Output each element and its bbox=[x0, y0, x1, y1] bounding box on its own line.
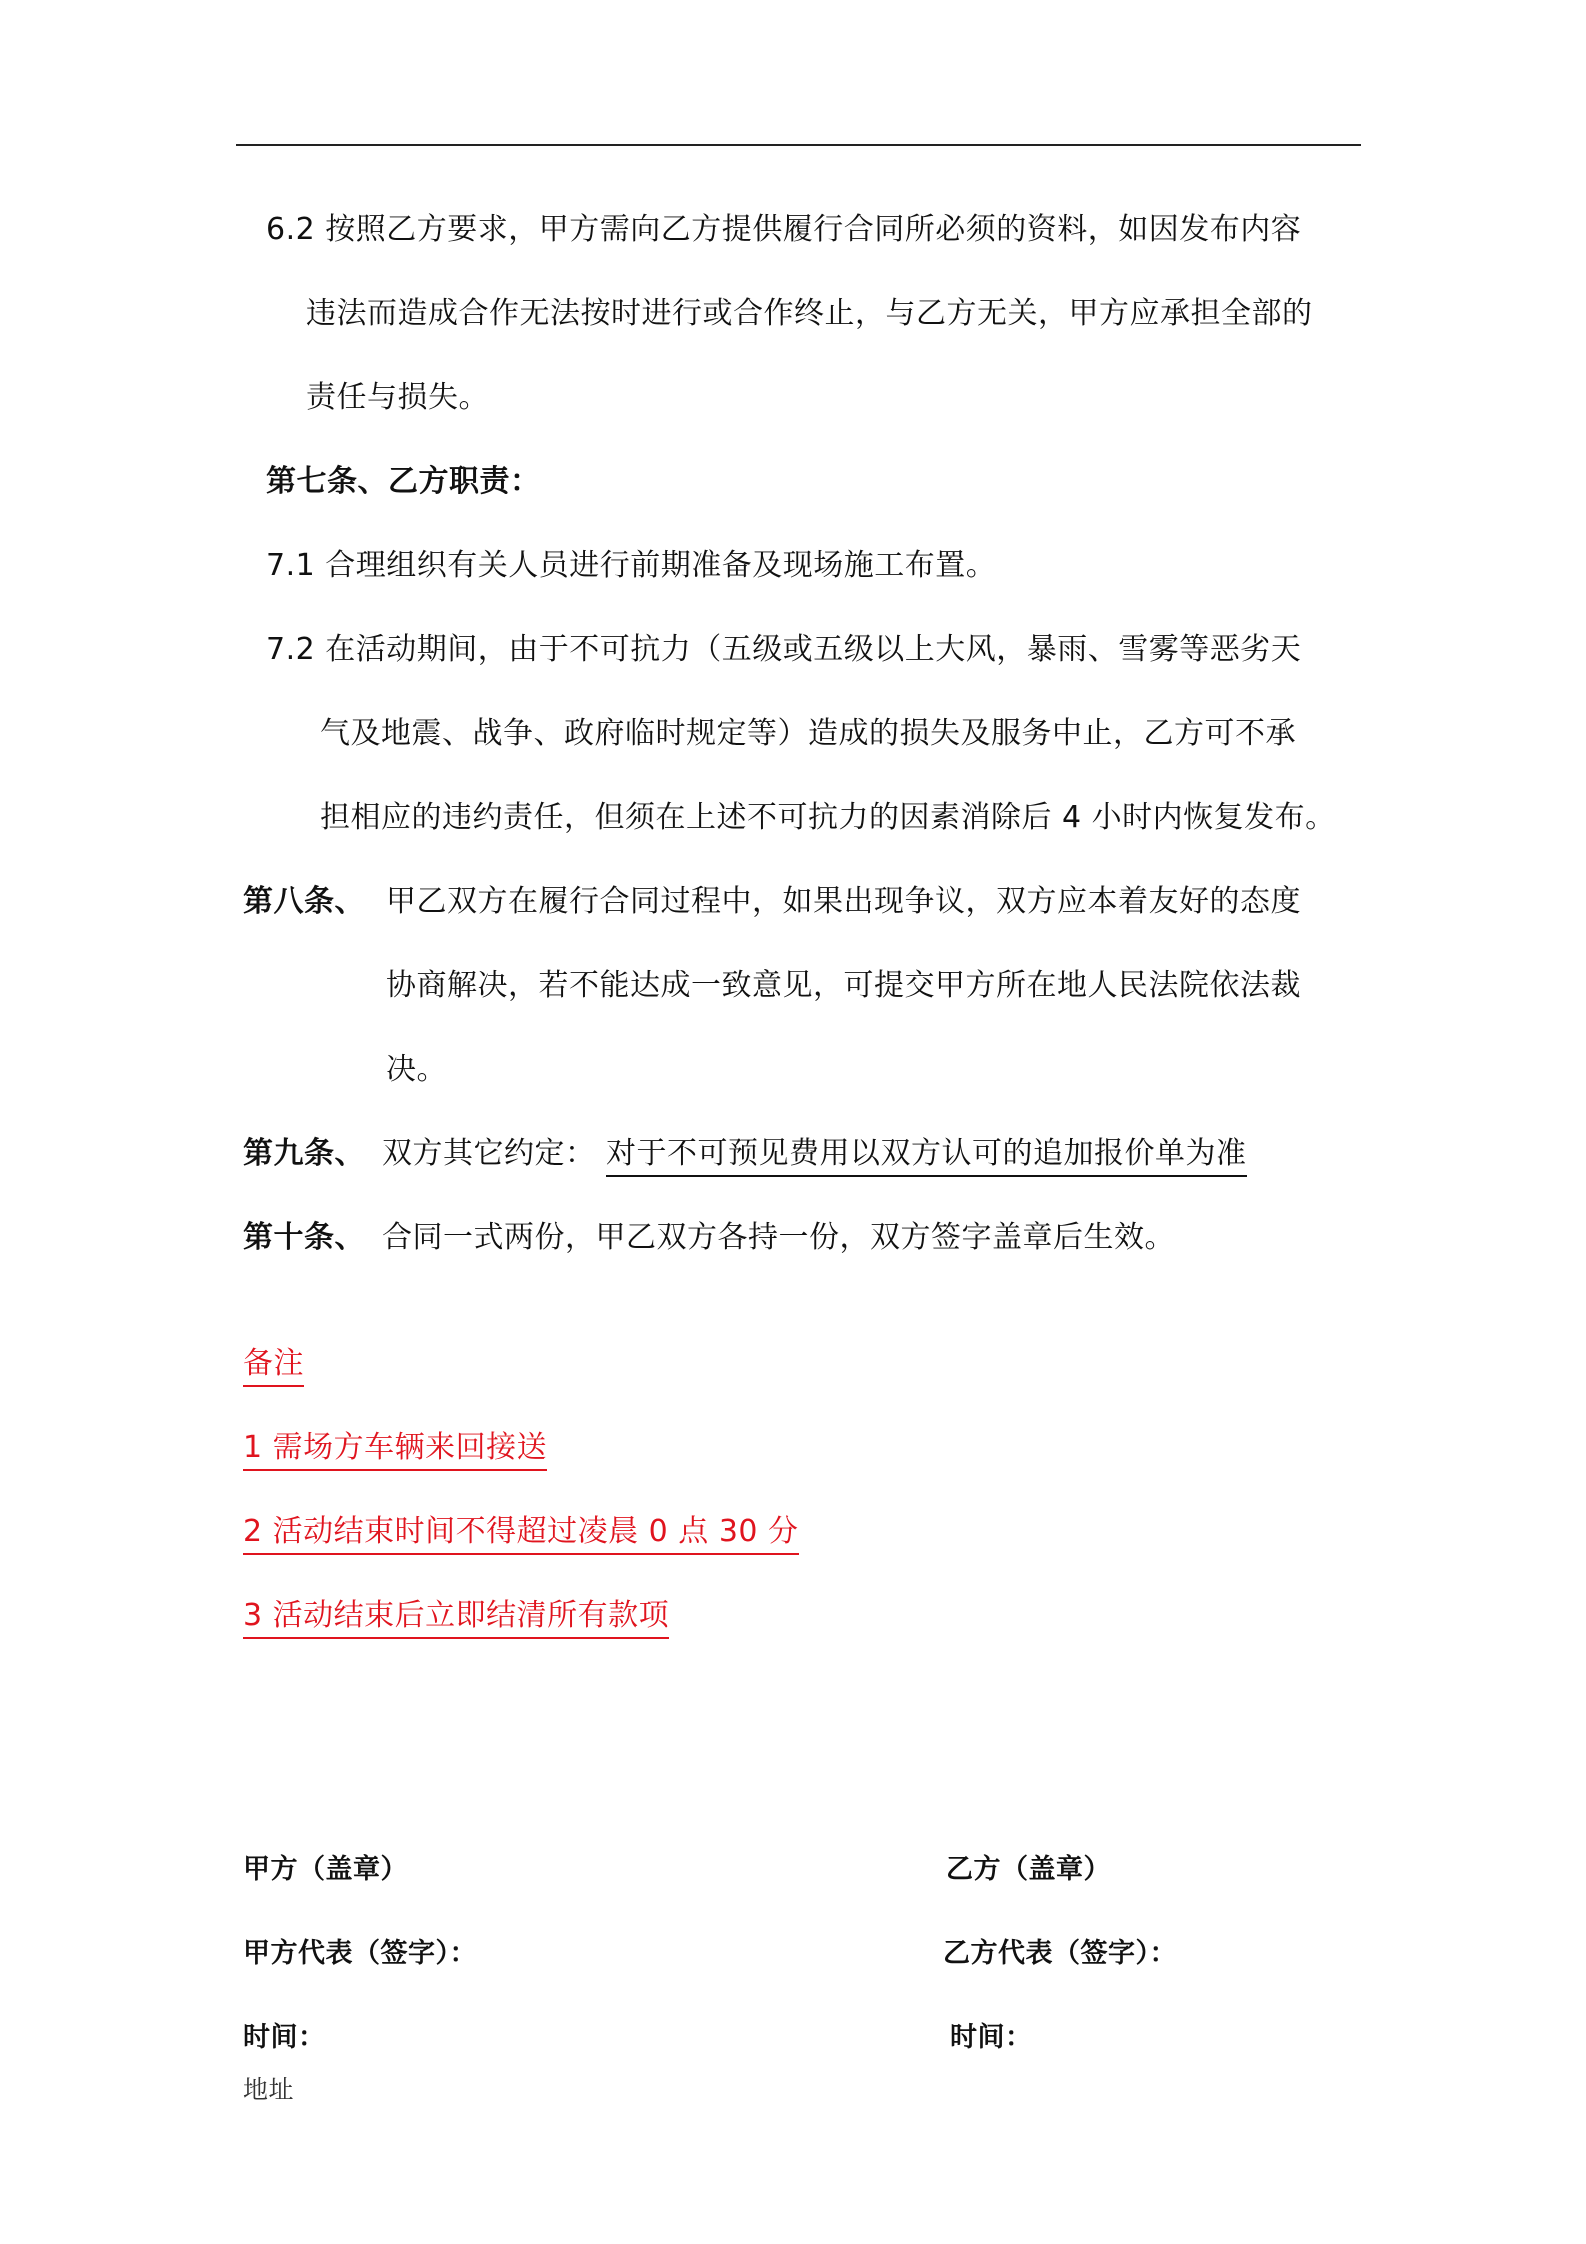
clause-6-2-line-2: 违法而造成合作无法按时进行或合作终止，与乙方无关，甲方应承担全部的 bbox=[306, 296, 1313, 331]
clause-7-title: 第七条、乙方职责： bbox=[266, 464, 541, 499]
clause-7-2-line-2: 气及地震、战争、政府临时规定等）造成的损失及服务中止，乙方可不承 bbox=[320, 716, 1296, 751]
clause-7-1: 7.1 合理组织有关人员进行前期准备及现场施工布置。 bbox=[266, 548, 997, 583]
note-item-wrap bbox=[243, 1596, 669, 1636]
clause-9-label: 第九条、 bbox=[243, 1136, 365, 1171]
note-item: 2 活动结束时间不得超过凌晨 0 点 30 分 bbox=[243, 1514, 799, 1555]
party-b-rep-label: 乙方代表（签字）： bbox=[943, 1938, 1177, 1969]
clause-8-line-3: 决。 bbox=[386, 1052, 447, 1087]
note-item: 3 活动结束后立即结清所有款项 bbox=[243, 1598, 669, 1639]
clause-8-label: 第八条、 bbox=[243, 884, 365, 919]
clause-7-2-line-3: 担相应的违约责任，但须在上述不可抗力的因素消除后 4 小时内恢复发布。 bbox=[320, 800, 1336, 835]
clause-9-line-wrap bbox=[606, 1134, 1247, 1174]
header-rule bbox=[236, 144, 1361, 146]
clause-8-line-2: 协商解决，若不能达成一致意见，可提交甲方所在地人民法院依法裁 bbox=[386, 968, 1301, 1003]
note-item: 1 需场方车辆来回接送 bbox=[243, 1430, 547, 1471]
clause-10-text: 合同一式两份，甲乙双方各持一份，双方签字盖章后生效。 bbox=[382, 1220, 1175, 1255]
party-b-seal-label: 乙方（盖章） bbox=[946, 1854, 1111, 1885]
notes-title: 备注 bbox=[243, 1346, 304, 1387]
note-item-wrap bbox=[243, 1428, 547, 1468]
party-a-time-label: 时间： bbox=[243, 2022, 326, 2053]
clause-6-2-line-3: 责任与损失。 bbox=[306, 380, 489, 415]
clause-10-label: 第十条、 bbox=[243, 1220, 365, 1255]
clause-8-line-1: 甲乙双方在履行合同过程中，如果出现争议，双方应本着友好的态度 bbox=[386, 884, 1301, 919]
note-item-wrap bbox=[243, 1512, 799, 1552]
clause-7-2-line-1: 7.2 在活动期间，由于不可抗力（五级或五级以上大风，暴雨、雪雾等恶劣天 bbox=[266, 632, 1302, 667]
party-a-seal-label: 甲方（盖章） bbox=[243, 1854, 408, 1885]
party-a-rep-label: 甲方代表（签字）： bbox=[243, 1938, 477, 1969]
address-label: 地址 bbox=[243, 2075, 295, 2104]
clause-9-prefix: 双方其它约定： bbox=[382, 1136, 596, 1171]
clause-6-2-line-1: 6.2 按照乙方要求，甲方需向乙方提供履行合同所必须的资料，如因发布内容 bbox=[266, 212, 1302, 247]
clause-9-value: 对于不可预见费用以双方认可的追加报价单为准 bbox=[606, 1136, 1247, 1177]
notes-title-wrap bbox=[243, 1344, 304, 1384]
party-b-time-label: 时间： bbox=[950, 2022, 1033, 2053]
